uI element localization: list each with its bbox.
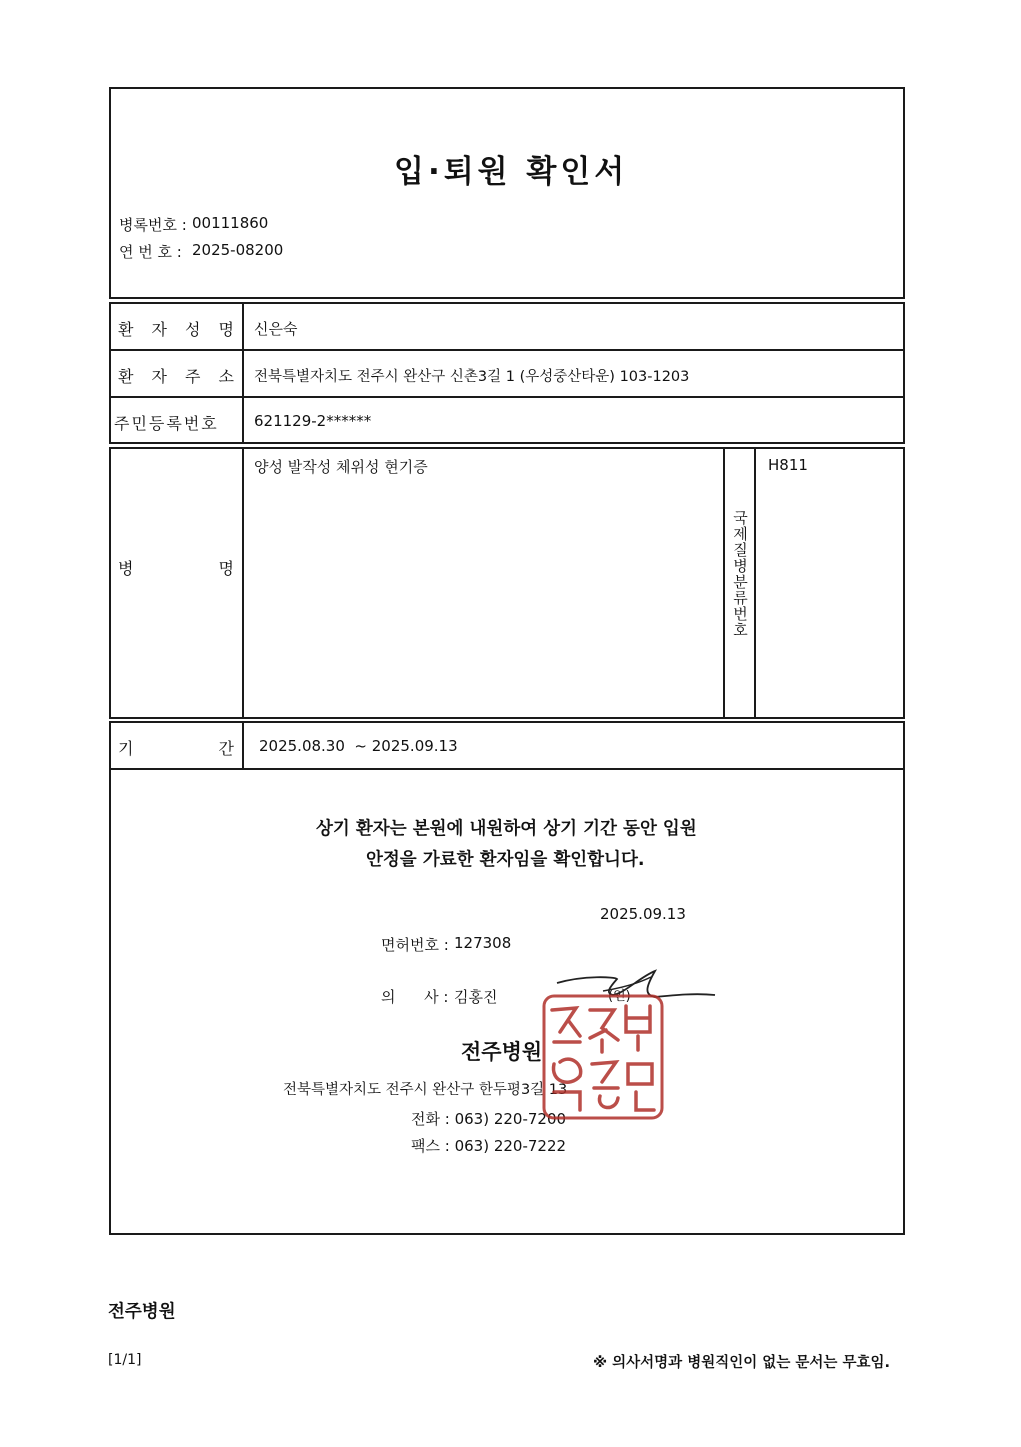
document-title: 입·퇴원 확인서	[394, 154, 629, 190]
footer-notice: ※ 의사서명과 병원직인이 없는 문서는 무효임.	[593, 1355, 890, 1371]
doctor-name: 김홍진	[454, 988, 498, 1006]
diagnosis-table	[109, 447, 905, 719]
patient-address: 전북특별자치도 전주시 완산구 신촌3길 1 (우성중산타운) 103-1203	[254, 369, 690, 385]
patient-address-label: 환 자 주 소	[118, 367, 234, 386]
patient-name-label: 환 자 성 명	[118, 320, 234, 339]
page-indicator: [1/1]	[108, 1352, 142, 1368]
period-label: 기 간	[118, 739, 234, 758]
hospital-phone: 전화 : 063) 220-7200	[411, 1110, 567, 1128]
diagnosis-label: 병 명	[118, 559, 234, 578]
statement-line-2: 안정을 가료한 환자임을 확인합니다.	[366, 850, 645, 870]
hospital-address: 전북특별자치도 전주시 완산구 한두평3길 13	[283, 1082, 568, 1098]
period-value: 2025.08.30 ~ 2025.09.13	[259, 737, 458, 755]
record-no-label: 병록번호 :	[119, 216, 187, 234]
hospital-name: 전주병원	[461, 1040, 543, 1064]
seal-mark: (인)	[608, 989, 631, 1004]
serial-no-label: 연 번 호 :	[119, 243, 182, 261]
footer-hospital: 전주병원	[108, 1302, 176, 1322]
doctor-label: 의 사 :	[381, 988, 449, 1006]
issue-date: 2025.09.13	[600, 905, 686, 923]
statement-line-1: 상기 환자는 본원에 내원하여 상기 기간 동안 입원	[316, 819, 697, 839]
period-box	[109, 721, 905, 1235]
icd-code: H811	[768, 456, 808, 474]
rrn-value: 621129-2******	[254, 412, 372, 430]
hospital-fax: 팩스 : 063) 220-7222	[411, 1137, 567, 1155]
license-no: 127308	[454, 934, 512, 952]
hospital-seal	[540, 992, 666, 1122]
patient-name: 신은숙	[254, 320, 298, 338]
diagnosis-name: 양성 발작성 체위성 현기증	[254, 458, 428, 476]
serial-no: 2025-08200	[192, 241, 284, 259]
icd-label: 국제질병분류번호	[731, 510, 749, 638]
license-label: 면허번호 :	[381, 936, 449, 954]
rrn-label: 주민등록번호	[114, 414, 219, 433]
record-no: 00111860	[192, 214, 269, 232]
header-box	[109, 87, 905, 299]
